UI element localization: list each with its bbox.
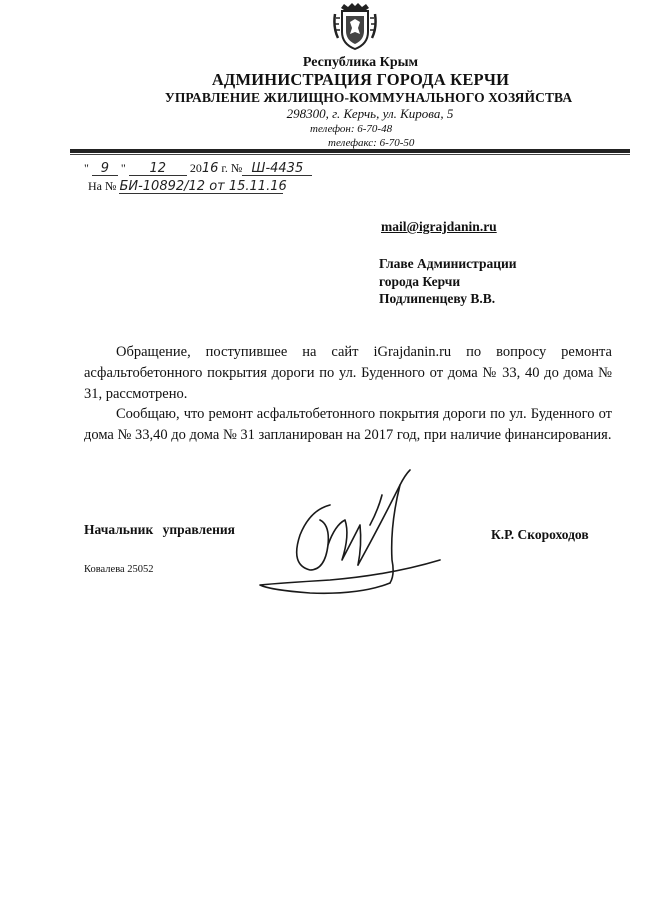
header-fax: телефакс: 6-70-50 — [328, 137, 415, 149]
outgoing-number: Ш-4435 — [242, 162, 312, 176]
header-divider — [70, 149, 630, 153]
in-reply-value: БИ-10892/12 от 15.11.16 — [119, 179, 287, 194]
year-suffix: г. № — [221, 161, 243, 175]
quote-open: " — [84, 161, 89, 175]
header-administration: АДМИНИСТРАЦИЯ ГОРОДА КЕРЧИ — [211, 70, 510, 89]
executor-note: Ковалева 25052 — [84, 564, 154, 575]
coat-of-arms-emblem-icon — [332, 2, 378, 52]
recipient-line-1: Главе Администрации — [379, 256, 517, 271]
header-phone: телефон: 6-70-48 — [310, 123, 393, 135]
incoming-reference — [88, 179, 287, 194]
header-divider-thin — [70, 154, 630, 155]
recipient-line-3: Подлипенцеву В.В. — [379, 291, 496, 306]
header-republic: Республика Крым — [302, 55, 419, 70]
date-year-prefix: 20 — [189, 161, 202, 175]
signatory-position: Начальник управления — [84, 522, 235, 537]
recipient-email: mail@igrajdanin.ru — [381, 219, 497, 234]
in-reply-label: На № — [88, 179, 117, 193]
signatory-name: К.Р. Скороходов — [491, 527, 589, 542]
recipient-line-2: города Керчи — [379, 274, 461, 289]
handwritten-signature — [250, 465, 450, 625]
body-paragraph-2: Сообщаю, что ремонт асфальтобетонного покрытия дороги по ул. Буденного от дома № 33,40 до дома № 31 запланирован на 2017 год, при наличие финансирования. — [84, 406, 612, 443]
header-department: УПРАВЛЕНИЕ ЖИЛИЩНО-КОММУНАЛЬНОГО ХОЗЯЙСТВА — [164, 90, 573, 105]
quote-close: " — [120, 161, 126, 175]
date-year-hand: 16 — [201, 161, 219, 176]
outgoing-reference — [84, 161, 312, 176]
body-paragraph-1: Обращение, поступившее на сайт iGrajdanin.ru по вопросу ремонта асфальтобетонного покрытия дороги по ул. Буденного от дома № 33, 40 до дома № 31, рассмотрено. — [84, 344, 612, 402]
header-address: 298300, г. Керчь, ул. Кирова, 5 — [286, 106, 454, 121]
date-day: 9 — [92, 162, 118, 176]
date-month: 12 — [129, 162, 187, 176]
